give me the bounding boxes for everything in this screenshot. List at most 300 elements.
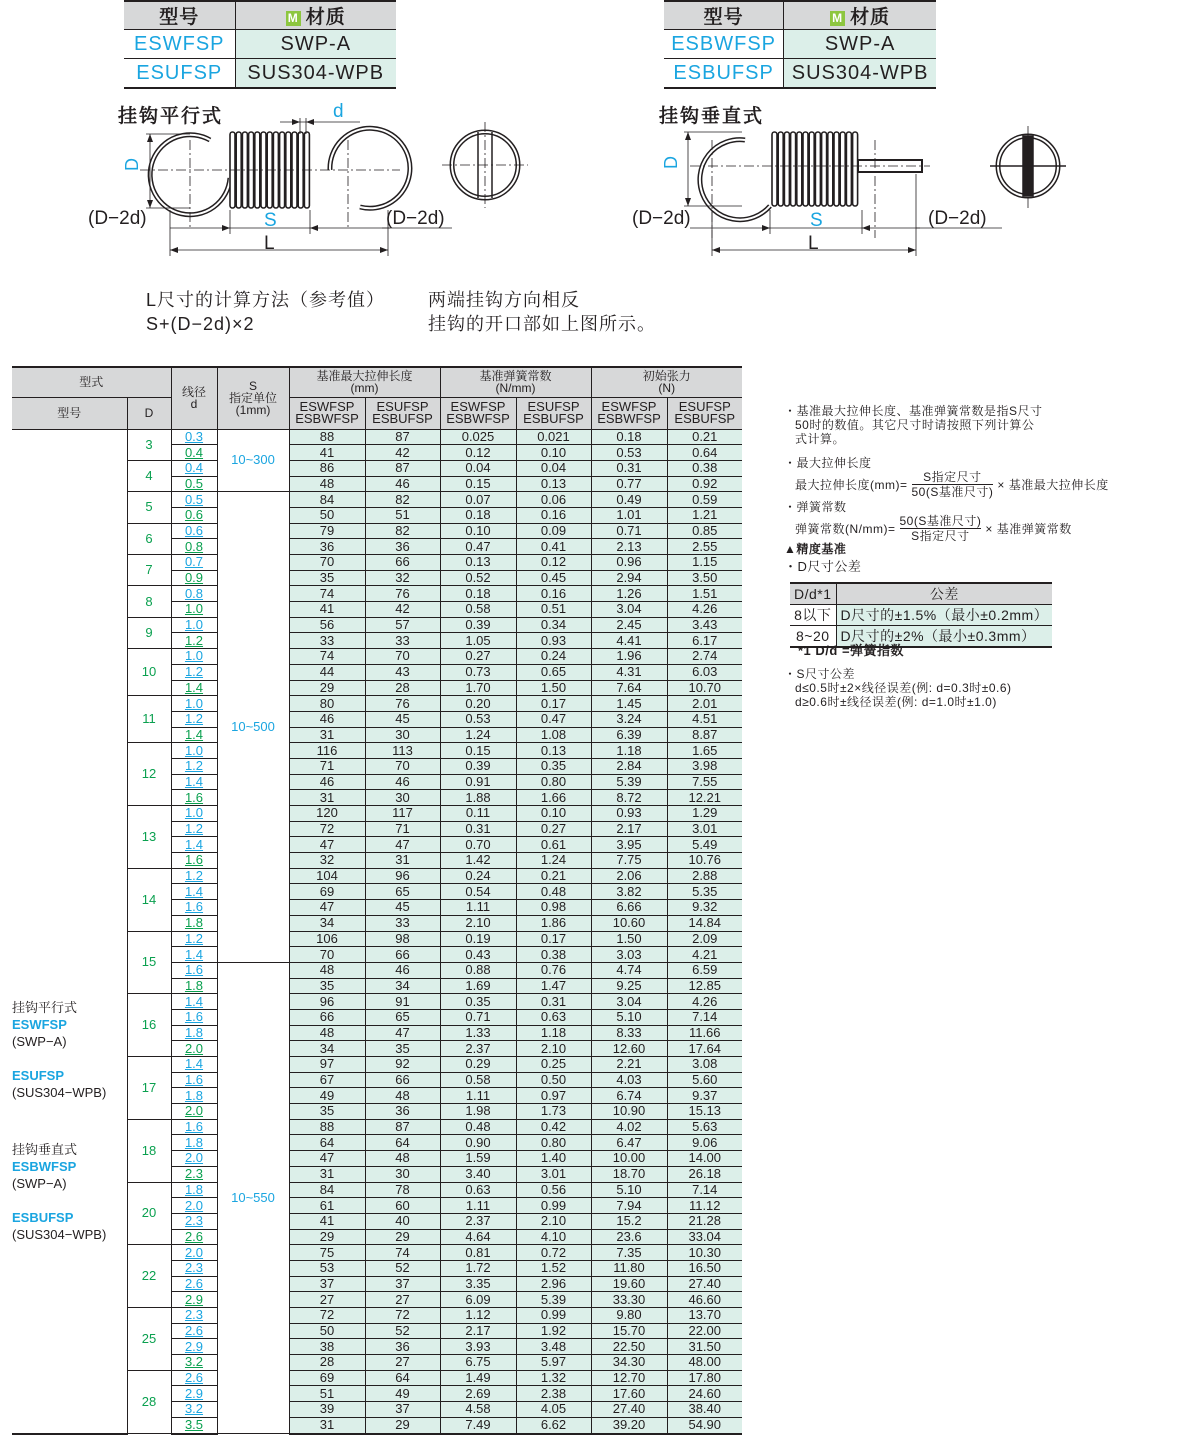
value-cell: 2.13 (591, 539, 667, 555)
value-cell: 6.74 (591, 1088, 667, 1104)
material-sus: (SUS304−WPB) (12, 1227, 107, 1242)
material-cell: SWP-A (784, 30, 936, 59)
value-cell: 0.18 (440, 507, 516, 523)
value-cell: 18.70 (591, 1166, 667, 1182)
tol-value: D尺寸的±1.5%（最小±0.2mm） (836, 605, 1052, 626)
value-cell: 50 (289, 507, 365, 523)
wire-diameter-cell: 0.9 (171, 570, 217, 586)
value-cell: 96 (365, 868, 440, 884)
wire-diameter-cell: 2.6 (171, 1370, 217, 1386)
value-cell: 0.76 (516, 962, 591, 978)
wire-diameter-cell: 1.4 (171, 947, 217, 963)
value-cell: 11.12 (667, 1198, 742, 1214)
value-cell: 7.94 (591, 1198, 667, 1214)
wire-diameter-cell: 2.0 (171, 1151, 217, 1167)
value-cell: 32 (289, 853, 365, 869)
dim-right-offset: (D−2d) (386, 208, 445, 229)
value-cell: 53 (289, 1260, 365, 1276)
value-cell: 1.08 (516, 727, 591, 743)
value-cell: 0.85 (667, 523, 742, 539)
value-cell: 120 (289, 806, 365, 822)
value-cell: 0.96 (591, 555, 667, 571)
value-cell: 37 (365, 1402, 440, 1418)
value-cell: 36 (289, 539, 365, 555)
coil-diameter-cell: 4 (127, 460, 171, 491)
value-cell: 0.80 (516, 774, 591, 790)
value-cell: 0.92 (667, 476, 742, 492)
value-cell: 39.20 (591, 1417, 667, 1433)
value-cell: 0.47 (516, 711, 591, 727)
value-cell: 10.60 (591, 915, 667, 931)
value-cell: 34 (289, 915, 365, 931)
value-cell: 33.30 (591, 1292, 667, 1308)
model-eswfsp: ESWFSP (12, 1017, 67, 1032)
value-cell: 0.18 (591, 429, 667, 445)
value-cell: 5.39 (591, 774, 667, 790)
value-cell: 48 (289, 476, 365, 492)
value-cell: 0.88 (440, 962, 516, 978)
value-cell: 0.38 (516, 947, 591, 963)
value-cell: 3.48 (516, 1339, 591, 1355)
wire-diameter-cell: 0.8 (171, 539, 217, 555)
value-cell: 4.10 (516, 1229, 591, 1245)
coil-diameter-cell: 3 (127, 429, 171, 460)
material-table-right (664, 0, 936, 89)
wire-diameter-cell: 1.4 (171, 994, 217, 1010)
value-cell: 72 (365, 1308, 440, 1324)
value-cell: 0.51 (516, 602, 591, 618)
value-cell: 1.32 (516, 1370, 591, 1386)
value-cell: 0.11 (440, 806, 516, 822)
wire-diameter-cell: 1.4 (171, 727, 217, 743)
wire-diameter-cell: 1.2 (171, 931, 217, 947)
value-cell: 13.70 (667, 1308, 742, 1324)
value-cell: 1.92 (516, 1323, 591, 1339)
value-cell: 0.25 (516, 1057, 591, 1073)
value-cell: 33 (289, 633, 365, 649)
wire-diameter-cell: 1.2 (171, 868, 217, 884)
model-cell: ESBWFSP (664, 30, 784, 59)
model-cell: ESWFSP (124, 30, 235, 59)
model-esbwfsp: ESBWFSP (12, 1159, 77, 1174)
value-cell: 52 (365, 1323, 440, 1339)
value-cell: 4.03 (591, 1072, 667, 1088)
value-cell: 0.71 (591, 523, 667, 539)
value-cell: 5.10 (591, 1009, 667, 1025)
wire-diameter-cell: 2.0 (171, 1041, 217, 1057)
value-cell: 12.70 (591, 1370, 667, 1386)
value-cell: 0.24 (516, 649, 591, 665)
value-cell: 2.74 (667, 649, 742, 665)
value-cell: 52 (365, 1260, 440, 1276)
value-cell: 6.47 (591, 1135, 667, 1151)
wire-diameter-cell: 2.3 (171, 1166, 217, 1182)
value-cell: 35 (365, 1041, 440, 1057)
value-cell: 0.20 (440, 696, 516, 712)
value-cell: 0.04 (516, 460, 591, 476)
value-cell: 74 (289, 649, 365, 665)
value-cell: 3.82 (591, 884, 667, 900)
value-cell: 1.50 (516, 680, 591, 696)
wire-diameter-cell: 1.6 (171, 1009, 217, 1025)
side-note-max-extension: ・最大拉伸长度 最大拉伸长度(mm)= S指定尺寸 50(S基准尺寸) × 基准最大拉伸长度 (784, 456, 1109, 499)
value-cell: 117 (365, 806, 440, 822)
wire-diameter-cell: 1.2 (171, 821, 217, 837)
wire-diameter-cell: 3.2 (171, 1402, 217, 1418)
wire-diameter-cell: 1.2 (171, 633, 217, 649)
wire-diameter-cell: 0.4 (171, 445, 217, 461)
wire-diameter-cell: 0.5 (171, 476, 217, 492)
value-cell: 42 (365, 445, 440, 461)
value-cell: 0.10 (440, 523, 516, 539)
value-cell: 29 (289, 680, 365, 696)
value-cell: 28 (289, 1355, 365, 1371)
value-cell: 15.13 (667, 1104, 742, 1120)
value-cell: 0.41 (516, 539, 591, 555)
value-cell: 5.60 (667, 1072, 742, 1088)
value-cell: 0.27 (516, 821, 591, 837)
value-cell: 70 (289, 555, 365, 571)
value-cell: 21.28 (667, 1213, 742, 1229)
value-cell: 0.81 (440, 1245, 516, 1261)
value-cell: 66 (365, 1072, 440, 1088)
value-cell: 14.84 (667, 915, 742, 931)
material-sus: (SUS304−WPB) (12, 1085, 107, 1100)
value-cell: 0.59 (667, 492, 742, 508)
value-cell: 87 (365, 429, 440, 445)
value-cell: 66 (365, 947, 440, 963)
wire-diameter-cell: 1.2 (171, 664, 217, 680)
accuracy-heading: ▲精度基准 (784, 542, 847, 556)
value-cell: 0.29 (440, 1057, 516, 1073)
calc-method-formula: S+(D−2d)×2 (146, 314, 255, 334)
value-cell: 66 (289, 1009, 365, 1025)
value-cell: 19.60 (591, 1276, 667, 1292)
value-cell: 0.35 (516, 758, 591, 774)
value-cell: 84 (289, 492, 365, 508)
value-cell: 9.25 (591, 978, 667, 994)
value-cell: 27.40 (667, 1276, 742, 1292)
value-cell: 1.59 (440, 1151, 516, 1167)
value-cell: 69 (289, 1370, 365, 1386)
value-cell: 26.18 (667, 1166, 742, 1182)
value-cell: 4.74 (591, 962, 667, 978)
value-cell: 41 (289, 445, 365, 461)
value-cell: 113 (365, 743, 440, 759)
coil-diameter-cell: 13 (127, 806, 171, 869)
wire-diameter-cell: 1.2 (171, 758, 217, 774)
value-cell: 2.38 (516, 1386, 591, 1402)
value-cell: 0.48 (516, 884, 591, 900)
value-cell: 0.31 (591, 460, 667, 476)
value-cell: 0.63 (516, 1009, 591, 1025)
value-cell: 56 (289, 617, 365, 633)
header-wire: 线径 d (171, 367, 217, 429)
wire-diameter-cell: 1.6 (171, 1119, 217, 1135)
wire-diameter-cell: 0.4 (171, 460, 217, 476)
header-form: 型式 (12, 367, 171, 397)
value-cell: 2.09 (667, 931, 742, 947)
value-cell: 31 (289, 727, 365, 743)
value-cell: 7.64 (591, 680, 667, 696)
coil-diameter-cell: 9 (127, 617, 171, 648)
footnote-spring-index: *1 D/d =弹簧指数 (798, 643, 905, 658)
value-cell: 31.50 (667, 1339, 742, 1355)
value-cell: 34.30 (591, 1355, 667, 1371)
type-parallel: 挂钩平行式 (12, 1000, 78, 1015)
value-cell: 4.02 (591, 1119, 667, 1135)
value-cell: 1.11 (440, 1088, 516, 1104)
value-cell: 0.90 (440, 1135, 516, 1151)
wire-diameter-cell: 2.9 (171, 1292, 217, 1308)
wire-diameter-cell: 1.8 (171, 1025, 217, 1041)
value-cell: 0.34 (516, 617, 591, 633)
value-cell: 5.97 (516, 1355, 591, 1371)
value-cell: 0.48 (440, 1119, 516, 1135)
value-cell: 48 (289, 962, 365, 978)
value-cell: 2.45 (591, 617, 667, 633)
value-cell: 5.39 (516, 1292, 591, 1308)
d-tolerance-heading: ・D尺寸公差 (784, 559, 862, 574)
value-cell: 72 (289, 821, 365, 837)
spring-parallel-hook-diagram (80, 100, 560, 270)
value-cell: 79 (289, 523, 365, 539)
value-cell: 17.80 (667, 1370, 742, 1386)
value-cell: 29 (365, 1229, 440, 1245)
d-tolerance-table (790, 582, 1052, 648)
value-cell: 1.65 (667, 743, 742, 759)
value-cell: 82 (365, 492, 440, 508)
value-cell: 66 (365, 555, 440, 571)
value-cell: 27 (365, 1292, 440, 1308)
value-cell: 0.80 (516, 1135, 591, 1151)
value-cell: 3.04 (591, 602, 667, 618)
value-cell: 2.94 (591, 570, 667, 586)
value-cell: 1.11 (440, 900, 516, 916)
header-model: 型号 (124, 1, 235, 30)
value-cell: 0.27 (440, 649, 516, 665)
s-tolerance-note: ・S尺寸公差 d≤0.5时±2×线径误差(例: d=0.3时±0.6) d≥0.6时±线径误差(例: d=1.0时±1.0) (784, 667, 1012, 709)
tol-ratio: 8以下 (790, 605, 836, 626)
value-cell: 10.76 (667, 853, 742, 869)
value-cell: 0.12 (516, 555, 591, 571)
value-cell: 1.05 (440, 633, 516, 649)
value-cell: 5.10 (591, 1182, 667, 1198)
value-cell: 71 (365, 821, 440, 837)
value-cell: 4.26 (667, 602, 742, 618)
dim-left-offset: (D−2d) (88, 208, 147, 229)
value-cell: 0.91 (440, 774, 516, 790)
wire-diameter-cell: 2.3 (171, 1308, 217, 1324)
value-cell: 8.33 (591, 1025, 667, 1041)
subheader: ESUFSP ESBUFSP (516, 397, 591, 429)
value-cell: 36 (365, 539, 440, 555)
coil-diameter-cell: 18 (127, 1119, 171, 1182)
model-cell: ESBUFSP (664, 59, 784, 89)
table-row (12, 429, 742, 445)
value-cell: 0.06 (516, 492, 591, 508)
value-cell: 12.21 (667, 790, 742, 806)
value-cell: 0.17 (516, 931, 591, 947)
value-cell: 0.64 (667, 445, 742, 461)
value-cell: 0.47 (440, 539, 516, 555)
model-esbufsp: ESBUFSP (12, 1210, 74, 1225)
value-cell: 11.66 (667, 1025, 742, 1041)
value-cell: 116 (289, 743, 365, 759)
wire-diameter-cell: 3.5 (171, 1417, 217, 1433)
value-cell: 2.21 (591, 1057, 667, 1073)
value-cell: 2.01 (667, 696, 742, 712)
value-cell: 50 (289, 1323, 365, 1339)
value-cell: 9.06 (667, 1135, 742, 1151)
value-cell: 0.97 (516, 1088, 591, 1104)
value-cell: 54.90 (667, 1417, 742, 1433)
value-cell: 6.75 (440, 1355, 516, 1371)
value-cell: 0.53 (440, 711, 516, 727)
value-cell: 10.30 (667, 1245, 742, 1261)
dim-S-label: S (264, 210, 277, 231)
value-cell: 0.09 (516, 523, 591, 539)
model-esufsp: ESUFSP (12, 1068, 65, 1083)
value-cell: 2.10 (516, 1213, 591, 1229)
value-cell: 0.56 (516, 1182, 591, 1198)
subheader: ESWFSP ESBWFSP (591, 397, 667, 429)
value-cell: 9.32 (667, 900, 742, 916)
value-cell: 3.43 (667, 617, 742, 633)
value-cell: 1.51 (667, 586, 742, 602)
value-cell: 0.13 (440, 555, 516, 571)
coil-diameter-cell: 10 (127, 649, 171, 696)
side-note-basis: ・基准最大拉伸长度、基准弹簧常数是指S尺寸 50时的数值。其它尺寸时请按照下列计算公 式计算。 (784, 404, 1043, 446)
value-cell: 91 (365, 994, 440, 1010)
value-cell: 72 (289, 1308, 365, 1324)
value-cell: 6.66 (591, 900, 667, 916)
dim-D-label: D (661, 156, 681, 169)
value-cell: 33 (365, 915, 440, 931)
value-cell: 74 (289, 586, 365, 602)
wire-diameter-cell: 3.2 (171, 1355, 217, 1371)
value-cell: 78 (365, 1182, 440, 1198)
material-cell: SWP-A (235, 30, 396, 59)
value-cell: 0.18 (440, 586, 516, 602)
s-range-cell: 10~550 (217, 962, 289, 1433)
value-cell: 3.98 (667, 758, 742, 774)
header-extension: 基准最大拉伸长度 (mm) (289, 367, 440, 397)
value-cell: 3.50 (667, 570, 742, 586)
value-cell: 47 (365, 1025, 440, 1041)
header-model: 型号 (12, 397, 127, 429)
coil-diameter-cell: 22 (127, 1245, 171, 1308)
coil-diameter-cell: 7 (127, 555, 171, 586)
value-cell: 0.54 (440, 884, 516, 900)
value-cell: 2.84 (591, 758, 667, 774)
value-cell: 30 (365, 790, 440, 806)
value-cell: 31 (289, 1417, 365, 1433)
value-cell: 1.42 (440, 853, 516, 869)
header-tension: 初始张力 (N) (591, 367, 742, 397)
value-cell: 12.60 (591, 1041, 667, 1057)
value-cell: 2.96 (516, 1276, 591, 1292)
value-cell: 7.49 (440, 1417, 516, 1433)
value-cell: 1.47 (516, 978, 591, 994)
value-cell: 0.39 (440, 758, 516, 774)
value-cell: 14.00 (667, 1151, 742, 1167)
value-cell: 31 (365, 853, 440, 869)
calc-method-title: L尺寸的计算方法（参考值） (146, 290, 386, 310)
value-cell: 0.16 (516, 507, 591, 523)
value-cell: 1.21 (667, 507, 742, 523)
value-cell: 1.24 (516, 853, 591, 869)
value-cell: 0.21 (516, 868, 591, 884)
value-cell: 98 (365, 931, 440, 947)
value-cell: 9.37 (667, 1088, 742, 1104)
wire-diameter-cell: 2.9 (171, 1339, 217, 1355)
value-cell: 0.93 (591, 806, 667, 822)
value-cell: 57 (365, 617, 440, 633)
wire-diameter-cell: 1.6 (171, 1072, 217, 1088)
value-cell: 23.6 (591, 1229, 667, 1245)
coil-diameter-cell: 28 (127, 1370, 171, 1433)
value-cell: 0.17 (516, 696, 591, 712)
wire-diameter-cell: 1.0 (171, 617, 217, 633)
value-cell: 46 (289, 774, 365, 790)
value-cell: 4.31 (591, 664, 667, 680)
value-cell: 4.21 (667, 947, 742, 963)
value-cell: 1.33 (440, 1025, 516, 1041)
dim-d-label: d (333, 101, 344, 122)
value-cell: 86 (289, 460, 365, 476)
value-cell: 1.70 (440, 680, 516, 696)
value-cell: 0.15 (440, 476, 516, 492)
coil-diameter-cell: 5 (127, 492, 171, 523)
wire-diameter-cell: 1.6 (171, 900, 217, 916)
value-cell: 2.06 (591, 868, 667, 884)
value-cell: 97 (289, 1057, 365, 1073)
value-cell: 0.50 (516, 1072, 591, 1088)
wire-diameter-cell: 1.8 (171, 978, 217, 994)
coil-diameter-cell: 20 (127, 1182, 171, 1245)
value-cell: 0.70 (440, 837, 516, 853)
s-range-cell: 10~500 (217, 492, 289, 963)
value-cell: 47 (289, 900, 365, 916)
value-cell: 45 (365, 711, 440, 727)
value-cell: 3.93 (440, 1339, 516, 1355)
value-cell: 49 (365, 1386, 440, 1402)
value-cell: 70 (365, 758, 440, 774)
value-cell: 28 (365, 680, 440, 696)
value-cell: 4.05 (516, 1402, 591, 1418)
value-cell: 2.17 (440, 1323, 516, 1339)
value-cell: 4.64 (440, 1229, 516, 1245)
value-cell: 32 (365, 570, 440, 586)
value-cell: 35 (289, 1104, 365, 1120)
value-cell: 1.49 (440, 1370, 516, 1386)
value-cell: 17.64 (667, 1041, 742, 1057)
s-range-cell: 10~300 (217, 429, 289, 492)
value-cell: 10.90 (591, 1104, 667, 1120)
value-cell: 43 (365, 664, 440, 680)
value-cell: 71 (289, 758, 365, 774)
value-cell: 6.17 (667, 633, 742, 649)
value-cell: 0.53 (591, 445, 667, 461)
value-cell: 2.88 (667, 868, 742, 884)
value-cell: 3.01 (516, 1166, 591, 1182)
tol-value: D尺寸的±2%（最小±0.3mm） (836, 626, 1052, 648)
value-cell: 88 (289, 1119, 365, 1135)
value-cell: 0.025 (440, 429, 516, 445)
coil-diameter-cell: 6 (127, 523, 171, 554)
value-cell: 3.03 (591, 947, 667, 963)
